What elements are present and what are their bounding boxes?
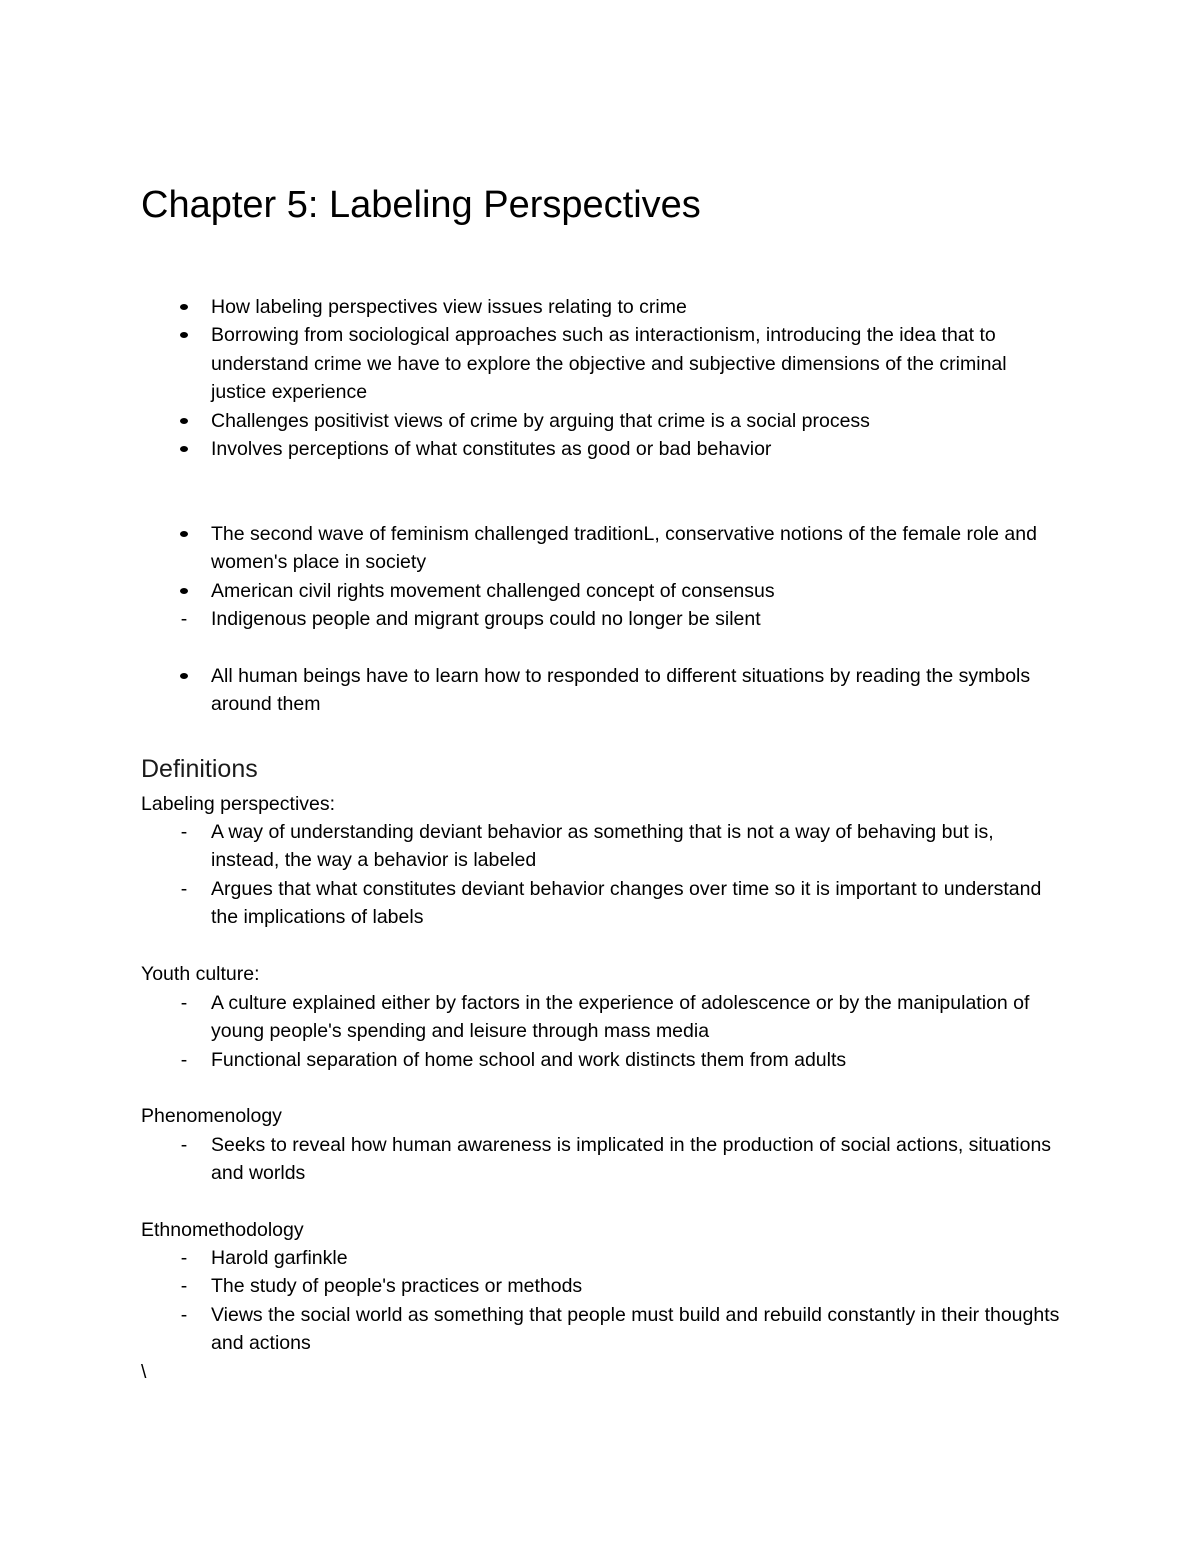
list-item [0,875,1061,932]
definition-points [0,1131,1200,1188]
list-item [0,662,1061,719]
list-item-text: Argues that what constitutes deviant behavior changes over time so it is important to understand the implications of labels [211,877,1042,929]
definition-term: Phenomenology [141,1105,282,1127]
list-item-text: Seeks to reveal how human awareness is implicated in the production of social actions, situations and worlds [211,1134,1052,1185]
dash-marker: - [180,1303,188,1326]
list-item [0,407,1061,435]
social-bullet-list [0,520,1200,634]
list-item [0,435,1061,463]
dash-marker: - [180,1048,188,1071]
list-item-text: Harold garfinkle [211,1247,348,1269]
list-item-text: Challenges positivist views of crime by arguing that crime is a social process [211,409,870,432]
definition-term: Ethnomethodology [141,1219,304,1241]
definitions-heading: Definitions [141,755,258,783]
list-item [0,1244,1061,1272]
bullet-icon [180,304,188,310]
list-item-text: A way of understanding deviant behavior as something that is not a way of behaving but is, instead, the way a behavior is labeled [211,821,994,872]
definition-points [0,818,1200,932]
page-title: Chapter 5: Labeling Perspectives [141,184,701,226]
list-item [0,1046,1061,1074]
list-item-text: A culture explained either by factors in the experience of adolescence or by the manipulation of young people's spending and leisure through mass media [211,992,1030,1043]
list-item [0,605,1061,633]
dash-marker: - [180,1247,188,1269]
list-item-text: Functional separation of home school and work distincts them from adults [211,1048,847,1071]
list-item-text: Views the social world as something that people must build and rebuild constantly in their thoughts and actions [211,1303,1060,1355]
list-item [0,989,1061,1046]
intro-bullet-list [0,293,1200,463]
list-item [0,577,1061,605]
list-item-text: All human beings have to learn how to responded to different situations by reading the symbols around them [211,665,1031,716]
list-item [0,1272,1061,1300]
dash-marker: - [180,821,188,843]
dash-marker: - [180,608,188,631]
list-item [0,321,1061,406]
definition-points [0,1244,1200,1358]
list-item-text: How labeling perspectives view issues relating to crime [211,296,687,318]
symbols-bullet-list [0,662,1200,719]
dash-marker: - [180,992,188,1014]
dash-marker: - [180,1134,188,1156]
list-item-text: Involves perceptions of what constitutes as good or bad behavior [211,438,772,461]
list-item [0,293,1061,321]
dash-marker: - [180,1275,188,1298]
bullet-icon [180,588,188,594]
list-item-text: American civil rights movement challenged concept of consensus [211,579,775,602]
list-item [0,1131,1061,1188]
list-item-text: Indigenous people and migrant groups could no longer be silent [211,608,761,631]
bullet-icon [180,418,188,424]
bullet-icon [180,446,188,452]
definition-points [0,989,1200,1074]
list-item-text: The study of people's practices or methods [211,1275,583,1298]
bullet-icon [180,332,188,338]
list-item [0,1301,1061,1358]
dash-marker: - [180,877,188,900]
bullet-icon [180,531,188,537]
trailing-character: \ [141,1361,147,1383]
list-item-text: The second wave of feminism challenged traditionL, conservative notions of the female role and women's place in society [211,523,1037,574]
definition-term: Youth culture: [141,963,260,985]
definition-term: Labeling perspectives: [141,793,336,815]
bullet-icon [180,673,188,679]
list-item [0,520,1061,577]
list-item-text: Borrowing from sociological approaches such as interactionism, introducing the idea that to understand crime we have to explore the objective and subjective dimensions of the criminal justice experience [211,324,1007,404]
list-item [0,818,1061,875]
